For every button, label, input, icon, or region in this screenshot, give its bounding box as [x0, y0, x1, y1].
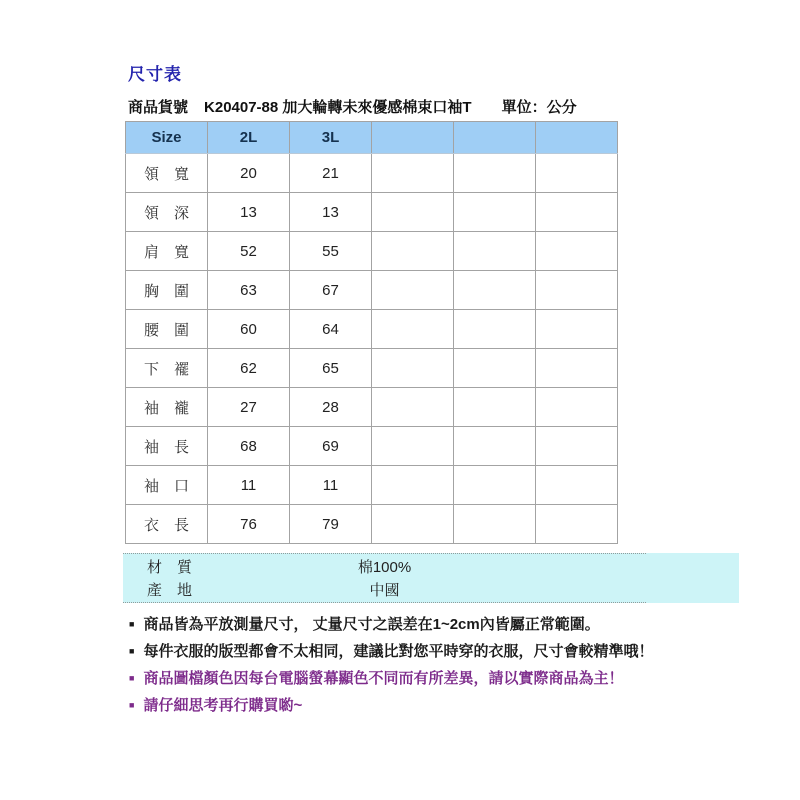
size-value — [454, 154, 536, 193]
square-bullet-icon: ■ — [129, 673, 135, 683]
column-header-empty — [372, 122, 454, 154]
size-value — [372, 193, 454, 232]
size-value — [536, 349, 618, 388]
origin-row — [123, 579, 646, 602]
row-label: 胸 圍 — [126, 271, 208, 310]
size-value — [454, 427, 536, 466]
size-value — [372, 232, 454, 271]
table-row — [126, 427, 618, 466]
material-origin-band — [123, 553, 739, 603]
size-value: 13 — [208, 193, 290, 232]
size-value — [372, 505, 454, 544]
product-info-line — [128, 96, 577, 117]
size-value — [536, 193, 618, 232]
size-value — [536, 466, 618, 505]
unit-label: 單位：公分 — [501, 99, 577, 116]
square-bullet-icon: ■ — [129, 700, 135, 710]
origin-value: 中國 — [369, 582, 400, 599]
size-value — [536, 271, 618, 310]
size-value: 28 — [290, 388, 372, 427]
size-value — [372, 466, 454, 505]
size-value: 20 — [208, 154, 290, 193]
note-text: 商品圖檔顏色因每台電腦螢幕顯色不同而有所差異，請以實際商品為主！ — [143, 670, 624, 687]
size-value — [454, 310, 536, 349]
column-header-3l: 3L — [290, 122, 372, 154]
row-label: 領 寬 — [126, 154, 208, 193]
column-header-size: Size — [126, 122, 208, 154]
note-item — [129, 638, 689, 665]
row-label: 袖 長 — [126, 427, 208, 466]
note-text: 商品皆為平放測量尺寸， 丈量尺寸之誤差在1~2cm內皆屬正常範圍。 — [143, 616, 600, 633]
material-value: 棉100% — [357, 559, 412, 576]
size-value — [372, 271, 454, 310]
table-row — [126, 193, 618, 232]
size-value — [454, 349, 536, 388]
material-origin-inner — [123, 553, 646, 603]
size-value: 55 — [290, 232, 372, 271]
size-value — [454, 232, 536, 271]
size-table — [125, 121, 618, 544]
material-label: 材 質 — [147, 559, 193, 576]
size-value — [536, 505, 618, 544]
row-label: 肩 寬 — [126, 232, 208, 271]
row-label: 袖 口 — [126, 466, 208, 505]
column-header-empty — [536, 122, 618, 154]
square-bullet-icon: ■ — [129, 646, 135, 656]
product-code-label: 商品貨號 — [128, 99, 189, 116]
size-value: 52 — [208, 232, 290, 271]
row-label: 領 深 — [126, 193, 208, 232]
size-value — [454, 388, 536, 427]
size-value: 69 — [290, 427, 372, 466]
column-header-empty — [454, 122, 536, 154]
row-label: 袖 襱 — [126, 388, 208, 427]
size-value: 11 — [290, 466, 372, 505]
size-value: 65 — [290, 349, 372, 388]
size-value — [372, 388, 454, 427]
column-header-2l: 2L — [208, 122, 290, 154]
size-value — [536, 427, 618, 466]
table-row — [126, 466, 618, 505]
size-value — [454, 505, 536, 544]
size-value: 67 — [290, 271, 372, 310]
table-row — [126, 310, 618, 349]
row-label: 腰 圍 — [126, 310, 208, 349]
size-value: 27 — [208, 388, 290, 427]
table-row — [126, 349, 618, 388]
page-title: 尺寸表 — [128, 65, 182, 84]
size-value — [372, 310, 454, 349]
table-row — [126, 271, 618, 310]
size-value: 76 — [208, 505, 290, 544]
size-value: 64 — [290, 310, 372, 349]
notes-section — [129, 611, 689, 719]
size-value: 13 — [290, 193, 372, 232]
size-value: 68 — [208, 427, 290, 466]
origin-label: 產 地 — [147, 582, 193, 599]
note-item — [129, 611, 689, 638]
row-label: 衣 長 — [126, 505, 208, 544]
size-value: 21 — [290, 154, 372, 193]
size-value — [536, 154, 618, 193]
size-value: 79 — [290, 505, 372, 544]
size-value: 63 — [208, 271, 290, 310]
product-code-value: K20407-88 加大輪轉未來優感棉束口袖T — [204, 99, 472, 116]
table-row — [126, 232, 618, 271]
note-text: 請仔細思考再行購買喲~ — [143, 697, 303, 714]
size-value — [536, 232, 618, 271]
table-row — [126, 505, 618, 544]
table-row — [126, 388, 618, 427]
note-item — [129, 692, 689, 719]
size-value — [454, 271, 536, 310]
size-value — [454, 193, 536, 232]
size-value — [372, 349, 454, 388]
size-value — [536, 310, 618, 349]
size-value — [454, 466, 536, 505]
table-row — [126, 154, 618, 193]
square-bullet-icon: ■ — [129, 619, 135, 629]
size-value: 62 — [208, 349, 290, 388]
size-value: 60 — [208, 310, 290, 349]
note-text: 每件衣服的版型都會不太相同，建議比對您平時穿的衣服，尺寸會較精準哦！ — [143, 643, 654, 660]
size-value: 11 — [208, 466, 290, 505]
row-label: 下 襬 — [126, 349, 208, 388]
size-value — [372, 154, 454, 193]
material-row — [123, 556, 646, 579]
note-item — [129, 665, 689, 692]
size-value — [372, 427, 454, 466]
size-value — [536, 388, 618, 427]
size-table-header-row — [126, 122, 618, 154]
